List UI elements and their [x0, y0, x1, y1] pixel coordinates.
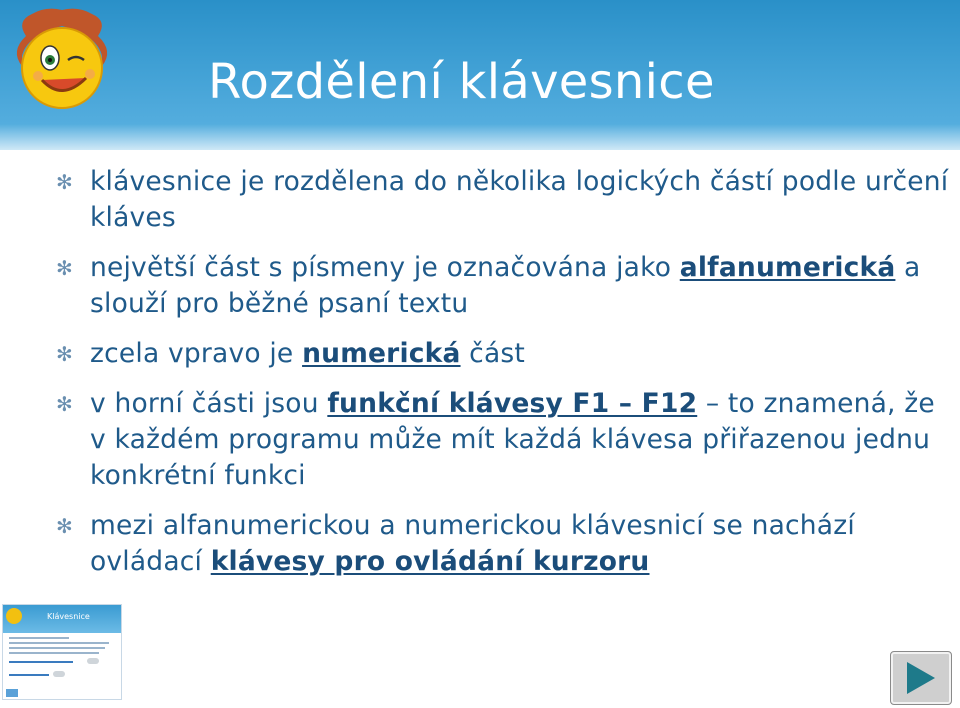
asterisk-bullet-icon: ✻ [56, 256, 73, 280]
bullet-text: a slouží pro běžné psaní textu [90, 252, 921, 319]
asterisk-bullet-icon: ✻ [56, 170, 73, 194]
bullet-emphasis: funkční klávesy F1 – F12 [327, 388, 698, 419]
bullet-text: klávesnice je rozdělena do několika logických částí podle určení kláves [90, 166, 949, 233]
asterisk-bullet-icon: ✻ [56, 342, 73, 366]
bullet-text: zcela vpravo je [90, 338, 303, 369]
next-slide-button[interactable] [890, 651, 952, 705]
bullet-emphasis: numerická [302, 338, 461, 369]
bullet-text: – to znamená, že v každém programu může mít každá klávesa přiřazenou jednu konkrétní funkci [90, 388, 935, 491]
bullet-item [56, 164, 956, 236]
bullet-emphasis: alfanumerická [679, 252, 896, 283]
bullet-item [56, 386, 956, 494]
bullet-list [56, 164, 956, 594]
bullet-text: část [460, 338, 525, 369]
thumbnail-link [9, 661, 73, 663]
asterisk-bullet-icon: ✻ [56, 514, 73, 538]
bullet-text: mezi alfanumerickou a numerickou klávesnicí se nachází ovládací [90, 510, 855, 577]
bullet-text: největší část s písmeny je označována jako [90, 252, 680, 283]
bullet-item [56, 336, 956, 372]
mascot-smiley-icon [6, 6, 118, 118]
play-arrow-icon [907, 662, 935, 694]
bullet-item [56, 508, 956, 580]
thumbnail-link [9, 674, 49, 676]
thumbnail-text-line [9, 652, 99, 654]
thumbnail-mascot-icon [6, 608, 22, 624]
thumbnail-keyboard-icon [6, 689, 18, 697]
thumbnail-text-line [9, 637, 69, 639]
thumbnail-header [3, 605, 121, 633]
thumbnail-mouse-icon [87, 658, 99, 664]
bullet-emphasis: klávesy pro ovládání kurzoru [210, 546, 650, 577]
slide-thumbnail[interactable] [2, 604, 122, 700]
bullet-item [56, 250, 956, 322]
asterisk-bullet-icon: ✻ [56, 392, 73, 416]
bullet-text: v horní části jsou [90, 388, 328, 419]
thumbnail-title: Klávesnice [47, 612, 90, 621]
thumbnail-mouse-icon [53, 671, 65, 677]
slide-title: Rozdělení klávesnice [208, 54, 715, 110]
thumbnail-text-line [9, 642, 109, 644]
thumbnail-text-line [9, 647, 105, 649]
